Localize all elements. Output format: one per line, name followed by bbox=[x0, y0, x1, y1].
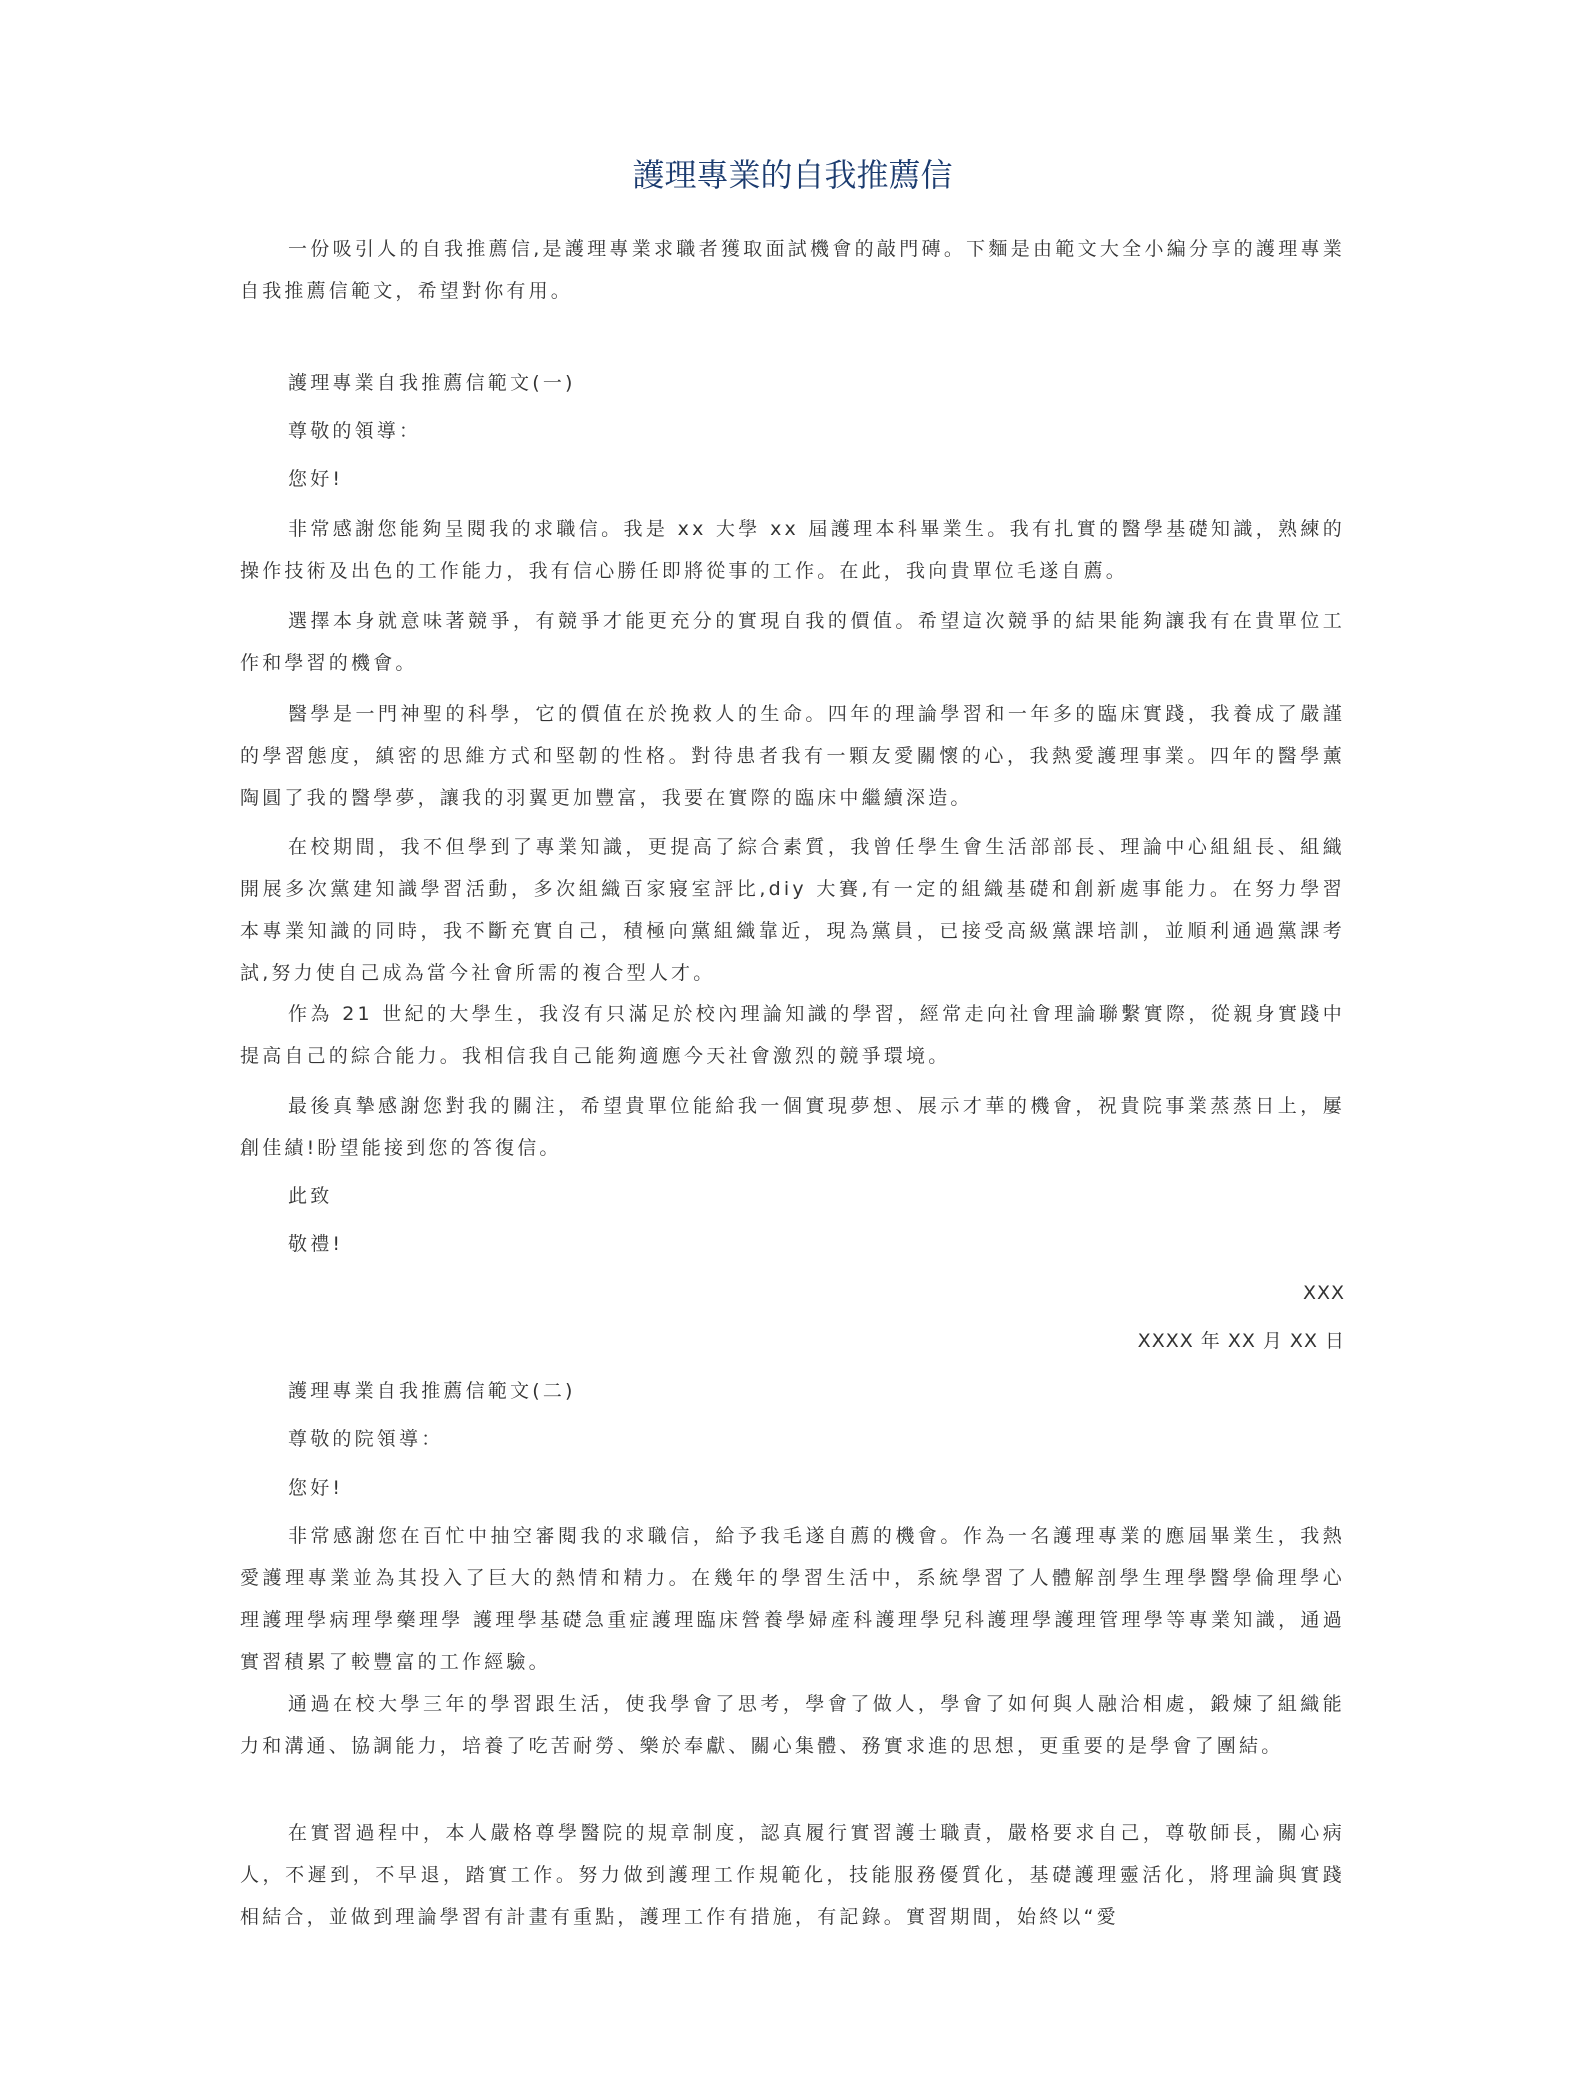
letter1-paragraph-6: 最後真摯感謝您對我的關注，希望貴單位能給我一個實現夢想、展示才華的機會，祝貴院事業蒸蒸日上，屢創佳績!盼望能接到您的答復信。 bbox=[240, 1095, 1345, 1159]
letter1-salutation: 尊敬的領導： bbox=[288, 420, 422, 442]
letter1-date: XXXX 年 XX 月 XX 日 bbox=[1137, 1330, 1345, 1352]
letter1-paragraph-3: 醫學是一門神聖的科學，它的價值在於挽救人的生命。四年的理論學習和一年多的臨床實踐，我養成了嚴謹的學習態度，縝密的思維方式和堅韌的性格。對待患者我有一顆友愛關懷的心，我熱愛護理事業。四年的醫學薰陶圓了我的醫學夢，讓我的羽翼更加豐富，我要在實際的臨床中繼續深造。 bbox=[240, 703, 1345, 809]
letter1-heading: 護理專業自我推薦信範文(一) bbox=[288, 372, 576, 394]
letter1-greeting: 您好! bbox=[288, 468, 344, 490]
letter2-paragraph-2: 通過在校大學三年的學習跟生活，使我學會了思考，學會了做人，學會了如何與人融洽相處，鍛煉了組織能力和溝通、協調能力，培養了吃苦耐勞、樂於奉獻、關心集體、務實求進的思想，更重要的是學會了團結。 bbox=[240, 1693, 1345, 1757]
letter2-paragraph-1: 非常感謝您在百忙中抽空審閱我的求職信，給予我毛遂自薦的機會。作為一名護理專業的應屆畢業生，我熱愛護理專業並為其投入了巨大的熱情和精力。在幾年的學習生活中，系統學習了人體解剖學生理學醫學倫理學心理護理學病理學藥理學 護理學基礎急重症護理臨床營養學婦產科護理學兒科護理學護理管理學等專業知識，通過實習積累了較豐富的工作經驗。 bbox=[240, 1525, 1345, 1673]
letter2-salutation: 尊敬的院領導： bbox=[288, 1428, 444, 1450]
document-title: 護理專業的自我推薦信 bbox=[632, 156, 953, 194]
letter1-closing-1: 此致 bbox=[288, 1185, 333, 1207]
letter1-paragraph-5: 作為 21 世紀的大學生，我沒有只滿足於校內理論知識的學習，經常走向社會理論聯繫實際，從親身實踐中提高自己的綜合能力。我相信我自己能夠適應今天社會激烈的競爭環境。 bbox=[240, 1003, 1345, 1067]
letter2-paragraph-3: 在實習過程中，本人嚴格尊學醫院的規章制度，認真履行實習護士職責，嚴格要求自己，尊敬師長，關心病人，不遲到，不早退，踏實工作。努力做到護理工作規範化，技能服務優質化，基礎護理靈活化，將理論與實踐相結合，並做到理論學習有計畫有重點，護理工作有措施，有記錄。實習期間，始終以“愛 bbox=[240, 1822, 1345, 1928]
letter1-paragraph-4: 在校期間，我不但學到了專業知識，更提高了綜合素質，我曾任學生會生活部部長、理論中心組組長、組織開展多次黨建知識學習活動，多次組織百家寢室評比,diy 大賽,有一定的組織基礎和創新處事能力。在努力學習本專業知識的同時，我不斷充實自己，積極向黨組織靠近，現為黨員，已接受高級黨課培訓，並順利通過黨課考試,努力使自己成為當今社會所需的複合型人才。 bbox=[240, 836, 1345, 984]
letter1-paragraph-1: 非常感謝您能夠呈閱我的求職信。我是 xx 大學 xx 屆護理本科畢業生。我有扎實的醫學基礎知識，熟練的操作技術及出色的工作能力，我有信心勝任即將從事的工作。在此，我向貴單位毛遂自薦。 bbox=[240, 518, 1345, 582]
letter1-closing-2: 敬禮! bbox=[288, 1233, 344, 1255]
letter1-paragraph-2: 選擇本身就意味著競爭，有競爭才能更充分的實現自我的價值。希望這次競爭的結果能夠讓我有在貴單位工作和學習的機會。 bbox=[240, 610, 1345, 674]
letter1-signature: XXX bbox=[1302, 1282, 1345, 1304]
letter2-greeting: 您好! bbox=[288, 1477, 344, 1499]
letter2-heading: 護理專業自我推薦信範文(二) bbox=[288, 1380, 576, 1402]
intro-paragraph: 一份吸引人的自我推薦信,是護理專業求職者獲取面試機會的敲門磚。下麵是由範文大全小編分享的護理專業自我推薦信範文，希望對你有用。 bbox=[240, 238, 1345, 302]
